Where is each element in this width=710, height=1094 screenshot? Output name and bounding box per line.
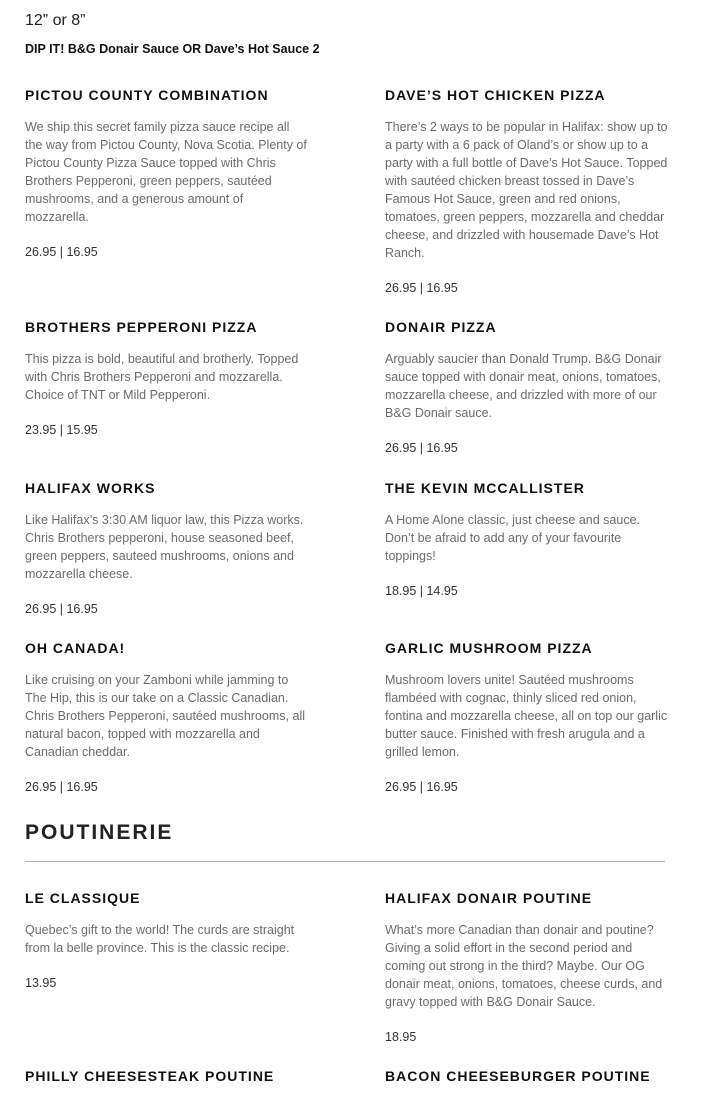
item-title: PHILLY CHEESESTEAK POUTINE (25, 1068, 275, 1084)
menu-item (385, 889, 670, 1046)
item-description: We ship this secret family pizza sauce recipe all the way from Pictou County, Nova Scotia. Plenty of Pictou County Pizza Sauce topped with Chris Brothers Pepperoni, green peppers, sautéed mushrooms, and a generous amount of mozzarella. (25, 120, 307, 224)
menu-item (385, 639, 670, 796)
item-price: 26.95 | 16.95 (385, 441, 458, 455)
dip-sauce-note: DIP IT! B&G Donair Sauce OR Dave’s Hot Sauce 2 (25, 42, 320, 56)
menu-item (385, 479, 670, 600)
item-title: OH CANADA! (25, 640, 126, 656)
item-description: Arguably saucier than Donald Trump. B&G Donair sauce topped with donair meat, onions, tomatoes, mozzarella cheese, and drizzled with more of our B&G Donair sauce. (385, 352, 662, 420)
item-price: 13.95 (25, 976, 57, 990)
item-price: 18.95 | 14.95 (385, 584, 458, 598)
menu-item (385, 318, 670, 457)
item-description: There’s 2 ways to be popular in Halifax: show up to a party with a 6 pack of Oland’s or show up to a party with a full bottle of Dave’s Hot Sauce. Topped with sautéed chicken breast tossed in Dave’s Famous Hot Sauce, green and red onions, tomatoes, green peppers, mozzarella and cheddar cheese, and drizzled with housemade Dave’s Hot Ranch. (385, 120, 668, 260)
item-description: A Home Alone classic, just cheese and sauce. Don’t be afraid to add any of your favourite toppings! (385, 513, 641, 563)
item-description: Like Halifax’s 3:30 AM liquor law, this Pizza works. Chris Brothers pepperoni, house seasoned beef, green peppers, sauteed mushrooms, onions and mozzarella cheese. (25, 513, 304, 581)
menu-item (25, 318, 310, 439)
section-heading: POUTINERIE (25, 821, 174, 844)
item-title: LE CLASSIQUE (25, 890, 141, 906)
item-title: BROTHERS PEPPERONI PIZZA (25, 319, 258, 335)
item-title: HALIFAX WORKS (25, 480, 156, 496)
menu-item (385, 86, 670, 297)
item-title: PICTOU COUNTY COMBINATION (25, 87, 269, 103)
menu-item (25, 86, 310, 261)
item-price: 26.95 | 16.95 (25, 780, 98, 794)
item-description: Quebec’s gift to the world! The curds are straight from la belle province. This is the classic recipe. (25, 923, 295, 955)
item-price: 18.95 (385, 1030, 417, 1044)
item-description: What’s more Canadian than donair and poutine? Giving a solid effort in the second period and coming out strong in the third? Maybe. Our OG donair meat, onions, tomatoes, cheese curds, and gravy topped with B&G Donair Sauce. (385, 923, 663, 1009)
menu-item (25, 889, 310, 992)
menu-item (25, 639, 310, 796)
item-price: 26.95 | 16.95 (25, 602, 98, 616)
item-price: 26.95 | 16.95 (25, 245, 98, 259)
menu-item (25, 1067, 310, 1085)
item-title: DONAIR PIZZA (385, 319, 497, 335)
menu-item (385, 1067, 670, 1085)
size-note: 12” or 8” (25, 12, 86, 29)
item-description: This pizza is bold, beautiful and brotherly. Topped with Chris Brothers Pepperoni and mozzarella. Choice of TNT or Mild Pepperoni. (25, 352, 299, 402)
item-title: DAVE’S HOT CHICKEN PIZZA (385, 87, 606, 103)
item-title: HALIFAX DONAIR POUTINE (385, 890, 593, 906)
section-divider (25, 861, 665, 862)
item-price: 26.95 | 16.95 (385, 281, 458, 295)
item-title: GARLIC MUSHROOM PIZZA (385, 640, 593, 656)
item-title: BACON CHEESEBURGER POUTINE (385, 1068, 651, 1084)
item-price: 23.95 | 15.95 (25, 423, 98, 437)
menu-item (25, 479, 310, 618)
item-description: Mushroom lovers unite! Sautéed mushrooms flambéed with cognac, thinly sliced red onion, fontina and mozzarella cheese, all on top our garlic butter sauce. Finished with fresh arugula and a grilled lemon. (385, 673, 668, 759)
item-price: 26.95 | 16.95 (385, 780, 458, 794)
item-title: THE KEVIN MCCALLISTER (385, 480, 585, 496)
item-description: Like cruising on your Zamboni while jamming to The Hip, this is our take on a Classic Canadian. Chris Brothers Pepperoni, sautéed mushrooms, all natural bacon, topped with mozzarella and Canadian cheddar. (25, 673, 305, 759)
